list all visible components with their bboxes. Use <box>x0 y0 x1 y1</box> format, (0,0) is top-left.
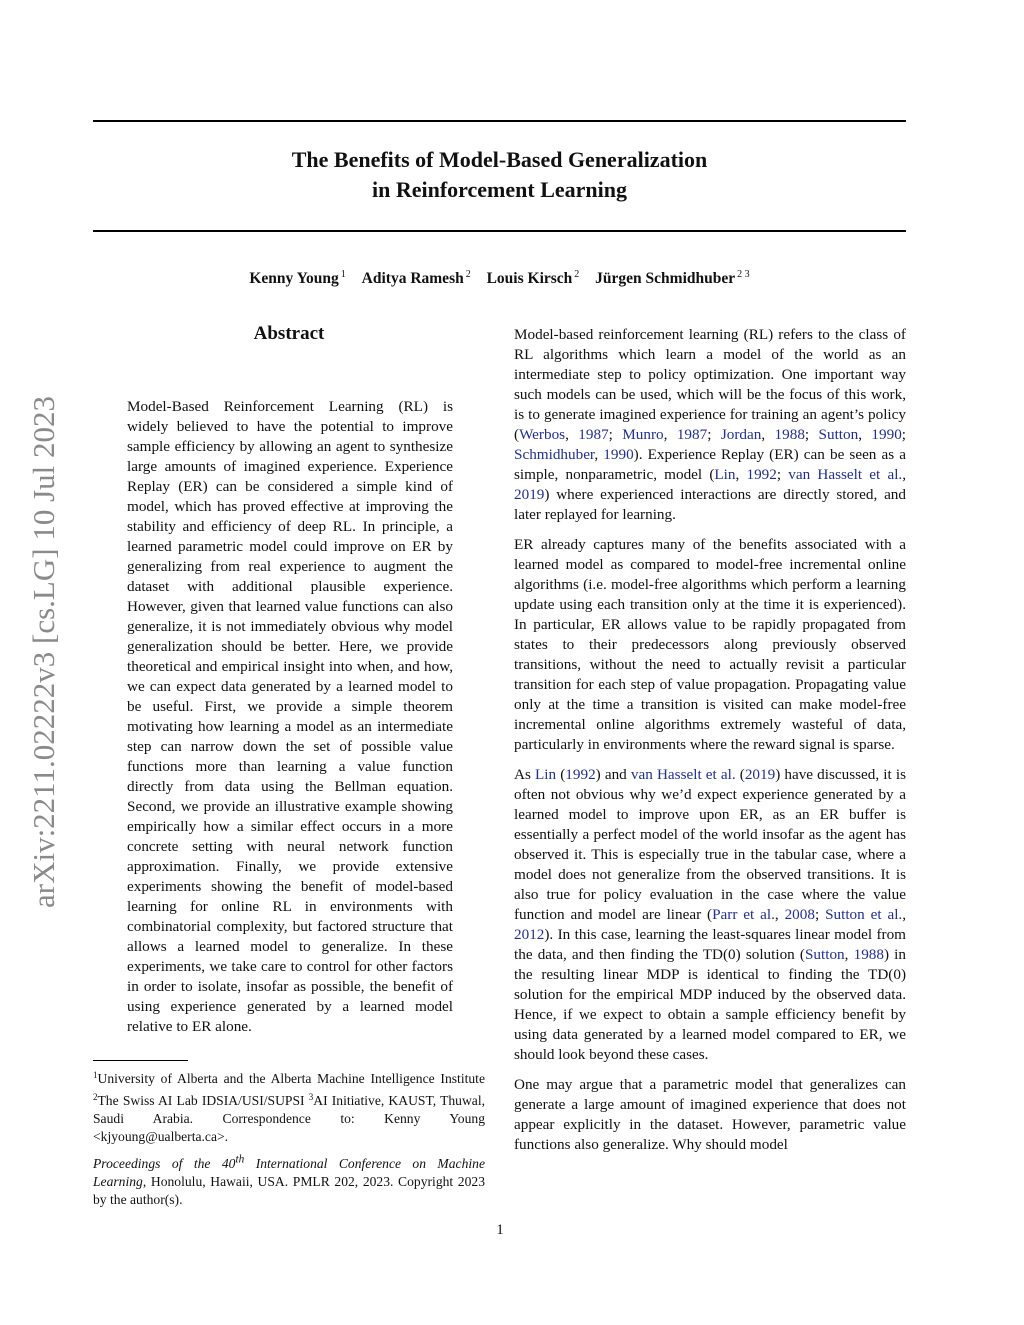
proceedings-venue-end: International Conference on Machine Learning <box>93 1155 485 1189</box>
citation-link[interactable]: Sutton <box>818 426 859 443</box>
author-list <box>93 264 906 290</box>
citation-link[interactable]: Schmidhuber <box>514 446 595 463</box>
paragraph-text: As <box>514 766 536 783</box>
intro-paragraph <box>514 765 906 1065</box>
author <box>362 264 471 290</box>
affiliations-footnote <box>93 1066 485 1146</box>
intro-paragraph <box>514 1075 906 1155</box>
paragraph-text: ( <box>735 766 745 783</box>
intro-paragraph <box>514 325 906 525</box>
paragraph-text: , <box>858 426 872 443</box>
intro-paragraph <box>514 535 906 755</box>
citation-link[interactable]: 1992 <box>565 766 596 783</box>
citation-link[interactable]: Lin <box>714 466 736 483</box>
citation-link[interactable]: Sutton <box>804 946 845 963</box>
footnote-mark: 3 <box>308 1092 314 1102</box>
citation-link[interactable]: van Hasselt et al. <box>788 466 903 483</box>
affiliation-2: The Swiss AI Lab IDSIA/USI/SUPSI <box>97 1093 305 1108</box>
page-number: 1 <box>496 1222 504 1238</box>
proceedings-note <box>93 1150 485 1209</box>
affiliation-1: University of Alberta and the Alberta Machine Intelligence Institute <box>97 1071 485 1086</box>
paragraph-text: Model-based reinforcement learning (RL) refers to the class of RL algorithms which learn a model of the world as an intermediate step to policy optimization. One important way such models can be used, which will be the focus of this work, is to generate imagined experience for training an agent’s policy ( <box>514 326 906 443</box>
paper-title <box>93 145 906 205</box>
citation-link[interactable]: 1987 <box>578 426 609 443</box>
citation-link[interactable]: van Hasselt et al. <box>630 766 736 783</box>
abstract-body: Model-Based Reinforcement Learning (RL) is widely believed to have the potential to improve sample efficiency by allowing an agent to synthesize large amounts of imagined experience. Experience Replay (ER) can be considered a simple kind of model, which has proved effective at improving the stability and efficiency of deep RL. In principle, a learned parametric model could improve on ER by generalizing from real experience to augment the dataset with additional plausible experience. However, given that learned value functions can also generalize, it is not immediately obvious why model generalization should be better. Here, we provide theoretical and empirical insight into when, and how, we can expect data generated by a learned model to be useful. First, we provide a simple theorem motivating how learning a model as an intermediate step can narrow down the set of possible value functions more than learning a value function directly from data using the Bellman equation. Second, we provide an illustrative example showing empirically how a similar effect occurs in a more concrete setting with neural network function approximation. Finally, we provide extensive experiments showing the benefit of model-based learning for online RL in environments with combinatorial complexity, but factored structure that allows a learned model to generalize. In these experiments, we take care to control for other factors in order to isolate, insofar as possible, the benefit of using experience generated by a learned model relative to ER alone. <box>127 398 453 1035</box>
citation-link[interactable]: 1990 <box>871 426 902 443</box>
footnote-rule <box>93 1060 188 1061</box>
paragraph-text: , <box>735 466 747 483</box>
title-bottom-rule <box>93 230 906 232</box>
author-name: Louis Kirsch <box>486 270 573 287</box>
paragraph-text: ER already captures many of the benefits associated with a learned model as compared to model-free incremental online algorithms (i.e. model-free algorithms which perform a learning update using each transition only at the time it is experienced). In particular, ER allows value to be rapidly propagated from states to their predecessors along previously observed transitions, without the need to actually revisit a particular transition for each step of value propagation. Propagating value only at the time a transition is visited can make model-free incremental online algorithms extremely wasteful of data, particularly in environments where the reward signal is sparse. <box>514 536 906 753</box>
author-name: Aditya Ramesh <box>361 270 464 287</box>
paragraph-text: , <box>902 906 907 923</box>
citation-link[interactable]: 1990 <box>603 446 634 463</box>
author <box>595 264 749 290</box>
title-line-2: in Reinforcement Learning <box>371 177 627 202</box>
arxiv-identifier: arXiv:2211.02222v3 [cs.LG] 10 Jul 2023 <box>26 396 61 909</box>
paragraph-text: ; <box>814 906 826 923</box>
paragraph-text: ; <box>901 426 907 443</box>
title-line-1: The Benefits of Model-Based Generalization <box>291 147 708 172</box>
proceedings-venue: Proceedings of the 40 <box>93 1155 236 1171</box>
abstract-heading: Abstract <box>253 323 325 344</box>
paragraph-text: ; <box>707 426 721 443</box>
citation-link[interactable]: Lin <box>535 766 557 783</box>
paragraph-text: One may argue that a parametric model that generalizes can generate a large amount of imagined experience that does not appear explicitly in the dataset. However, parametric value functions also generalize. Why should model <box>514 1076 906 1153</box>
citation-link[interactable]: 2012 <box>514 926 545 943</box>
citation-link[interactable]: 1992 <box>746 466 777 483</box>
affiliation-3: AI Initiative, KAUST, Thuwal, Saudi Arabia. Correspondence to: Kenny Young <kjyoung@ualberta.ca>. <box>93 1093 485 1144</box>
paragraph-text: ) in the resulting linear MDP is identical to finding the TD(0) solution for the empirical MDP induced by the observed data. Hence, if we expect to obtain a sample efficiency benefit by using data generated by a learned model compared to ER, we should look beyond these cases. <box>514 946 906 1063</box>
citation-link[interactable]: Werbos <box>519 426 566 443</box>
author-name: Jürgen Schmidhuber <box>595 270 736 287</box>
citation-link[interactable]: 1988 <box>853 946 884 963</box>
introduction-column <box>514 325 906 1165</box>
proceedings-ordinal: th <box>235 1153 245 1165</box>
title-top-rule <box>93 120 906 122</box>
citation-link[interactable]: Sutton et al. <box>825 906 903 923</box>
paragraph-text: , <box>844 946 854 963</box>
proceedings-details: , Honolulu, Hawaii, USA. PMLR 202, 2023. Copyright 2023 by the author(s). <box>93 1173 485 1207</box>
author-affiliation-mark: 1 <box>340 269 346 280</box>
paragraph-text: ; <box>804 426 819 443</box>
paragraph-text: ( <box>556 766 566 783</box>
citation-link[interactable]: Parr et al. <box>712 906 775 923</box>
paragraph-text: , <box>594 446 604 463</box>
citation-link[interactable]: 1988 <box>774 426 805 443</box>
author-affiliation-mark: 2 <box>574 269 580 280</box>
citation-link[interactable]: Jordan <box>720 426 762 443</box>
author-affiliation-mark: 2 <box>465 269 471 280</box>
citation-link[interactable]: 1987 <box>676 426 708 443</box>
footnote-mark: 1 <box>93 1070 98 1080</box>
citation-link[interactable]: 2019 <box>514 486 545 503</box>
author-affiliation-mark: 2 3 <box>737 269 750 280</box>
author <box>487 264 580 290</box>
paragraph-text: , <box>774 906 785 923</box>
citation-link[interactable]: 2008 <box>784 906 815 923</box>
paragraph-text: ). Experience Replay (ER) can be seen as a simple, nonparametric, model ( <box>514 446 907 483</box>
author <box>249 264 345 290</box>
paragraph-text: , <box>565 426 579 443</box>
paragraph-text: , <box>761 426 775 443</box>
paragraph-text: ). In this case, learning the least-squares linear model from the data, and then finding the TD(0) solution ( <box>514 926 906 963</box>
footnote-mark: 2 <box>93 1092 98 1102</box>
paragraph-text: ) have discussed, it is often not obvious why we’d expect experience generated by a learned model to improve upon ER, as an ER buffer is essentially a perfect model of the world insofar as the agent has observed it. This is especially true in the tabular case, where a model does not generalize from the observed transitions. It is also true for policy evaluation in the case where the value function and model are linear ( <box>514 766 906 923</box>
author-name: Kenny Young <box>249 270 339 287</box>
citation-link[interactable]: 2019 <box>744 766 776 783</box>
paragraph-text: ; <box>608 426 623 443</box>
paragraph-text: ; <box>776 466 789 483</box>
paragraph-text: , <box>902 466 907 483</box>
paragraph-text: , <box>663 426 677 443</box>
citation-link[interactable]: Munro <box>622 426 664 443</box>
paragraph-text: ) and <box>595 766 631 783</box>
paragraph-text: ) where experienced interactions are directly stored, and later replayed for learning. <box>514 486 906 523</box>
